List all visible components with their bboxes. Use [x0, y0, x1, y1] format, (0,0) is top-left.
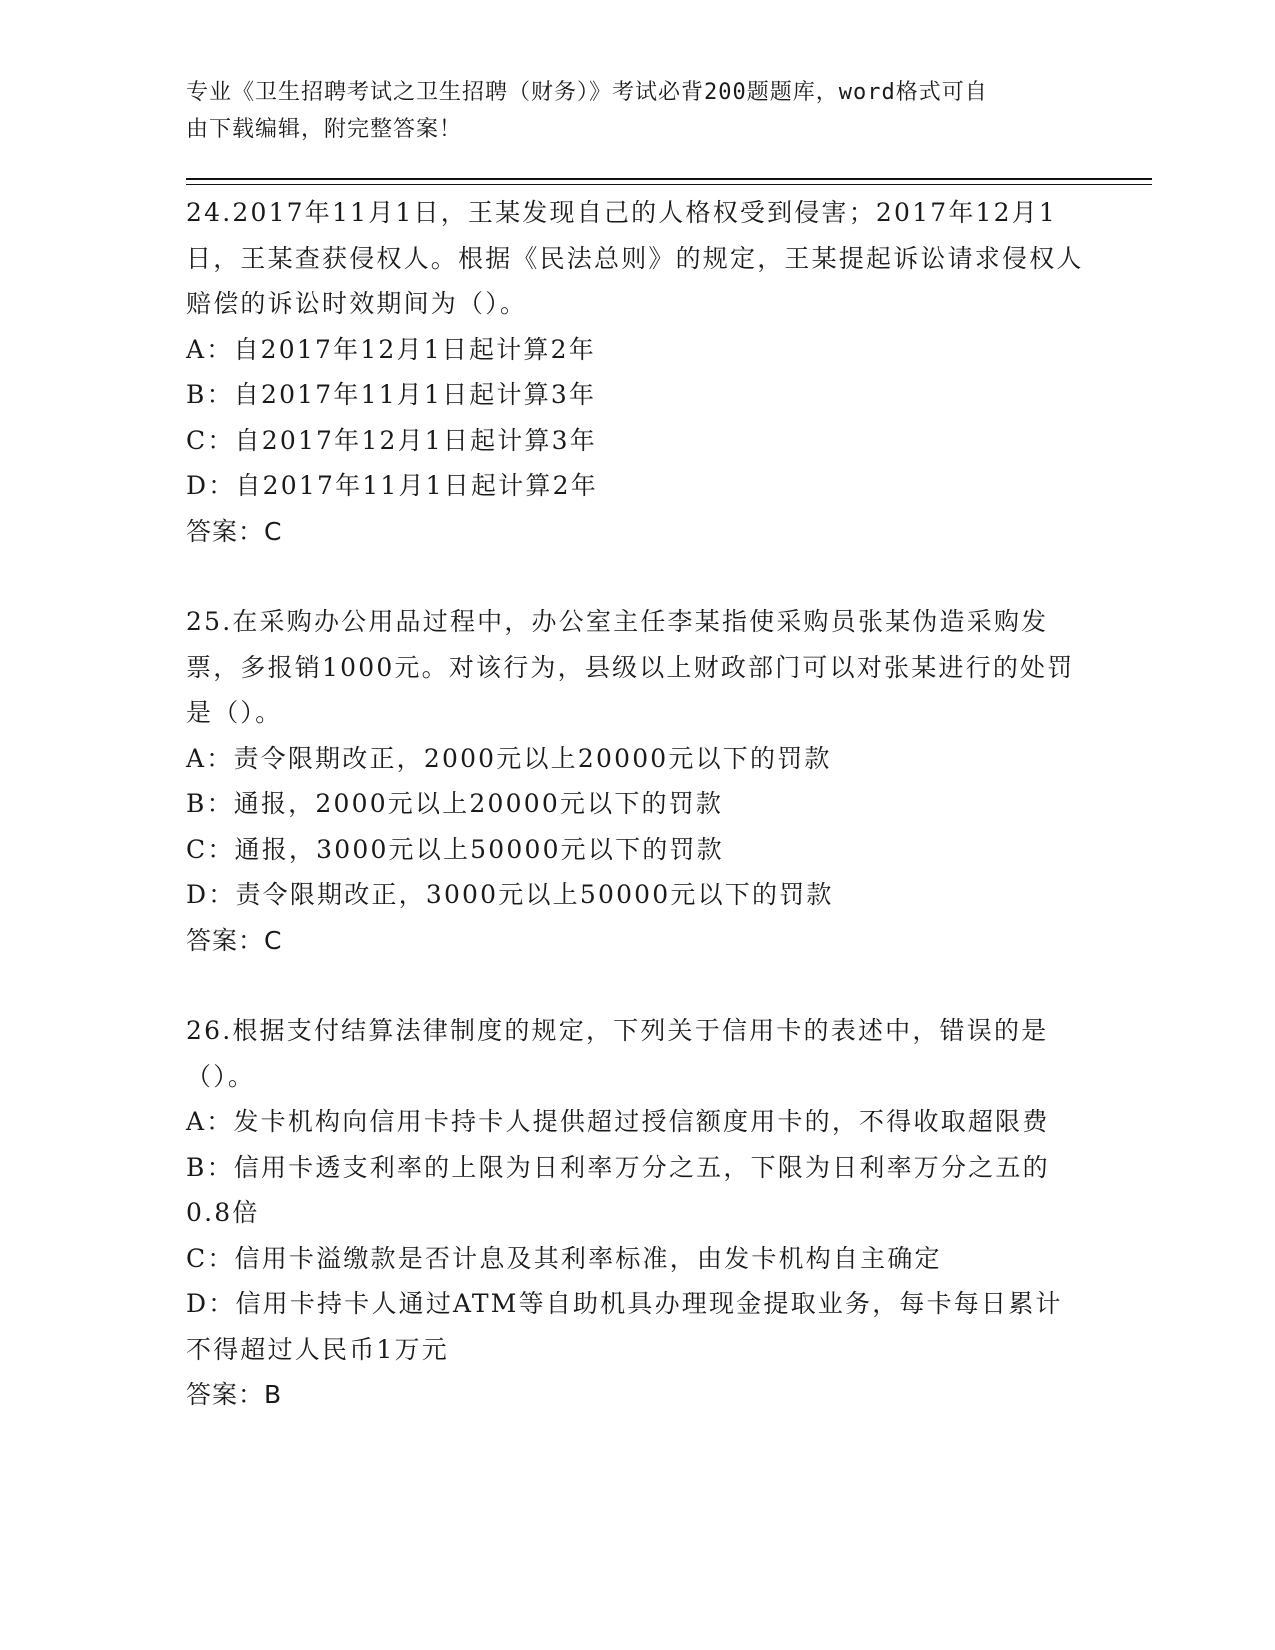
option-b: B：通报，2000元以上20000元以下的罚款 — [186, 789, 724, 818]
question-24 — [186, 190, 1086, 554]
option-a: A：发卡机构向信用卡持卡人提供超过授信额度用卡的，不得收取超限费 — [186, 1107, 1050, 1136]
question-25 — [186, 599, 1086, 963]
option-b: B：信用卡透支利率的上限为日利率万分之五，下限为日利率万分之五的0.8倍 — [186, 1152, 1050, 1227]
header-line-2: 由下载编辑，附完整答案！ — [186, 117, 463, 142]
option-c: C：自2017年12月1日起计算3年 — [186, 425, 597, 455]
answer-line: 答案：C — [186, 516, 283, 546]
option-c: C：信用卡溢缴款是否计息及其利率标准，由发卡机构自主确定 — [186, 1243, 942, 1273]
answer-line: 答案：B — [186, 1380, 283, 1409]
option-a: A：责令限期改正，2000元以上20000元以下的罚款 — [186, 743, 832, 773]
document-header — [186, 74, 1066, 148]
header-divider-thick — [186, 178, 1152, 180]
question-stem: 25.在采购办公用品过程中，办公室主任李某指使采购员张某伪造采购发票，多报销1000元。对该行为，县级以上财政部门可以对张某进行的处罚是（）。 — [186, 607, 1075, 727]
question-stem: 26.根据支付结算法律制度的规定，下列关于信用卡的表述中，错误的是（）。 — [186, 1016, 1049, 1091]
option-b: B：自2017年11月1日起计算3年 — [186, 380, 597, 409]
question-stem: 24.2017年11月1日，王某发现自己的人格权受到侵害；2017年12月1日，王某查获侵权人。根据《民法总则》的规定，王某提起诉讼请求侵权人赔偿的诉讼时效期间为（）。 — [186, 198, 1084, 318]
option-d: D：责令限期改正，3000元以上50000元以下的罚款 — [186, 880, 834, 909]
header-divider-thin — [186, 184, 1152, 185]
answer-line: 答案：C — [186, 925, 283, 955]
option-d: D：自2017年11月1日起计算2年 — [186, 471, 598, 500]
option-c: C：通报，3000元以上50000元以下的罚款 — [186, 834, 724, 864]
question-list — [186, 190, 1086, 1463]
option-a: A：自2017年12月1日起计算2年 — [186, 334, 596, 364]
option-d: D：信用卡持卡人通过ATM等自助机具办理现金提取业务，每卡每日累计不得超过人民币1万元 — [186, 1289, 1063, 1364]
header-line-1: 专业《卫生招聘考试之卫生招聘（财务）》考试必背200题题库，word格式可自 — [186, 80, 988, 105]
question-26 — [186, 1008, 1086, 1418]
